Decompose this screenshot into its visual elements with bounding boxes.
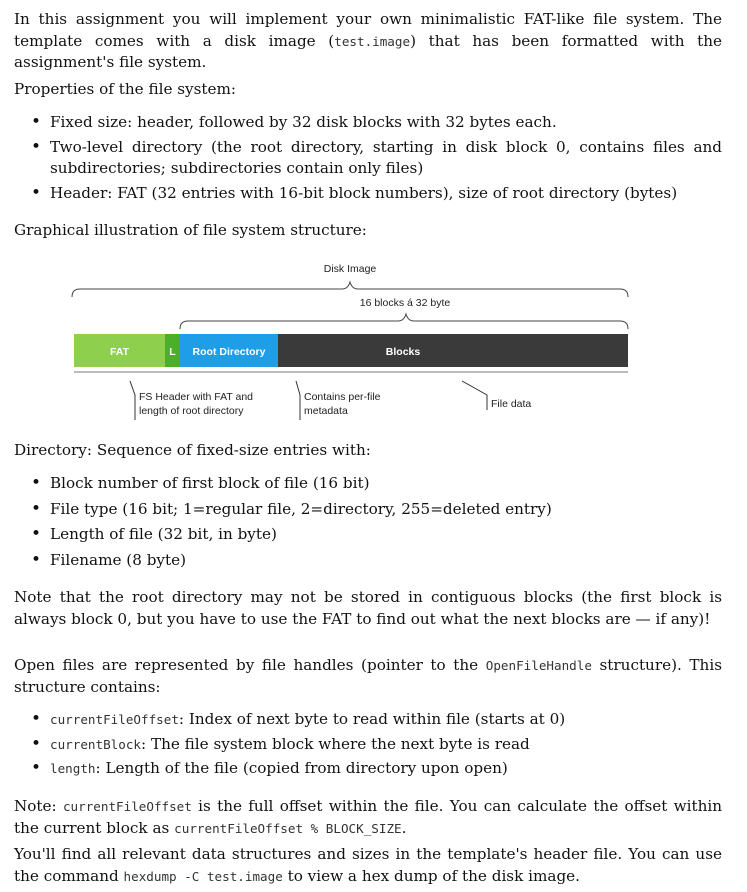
intro-code: test.image (334, 33, 411, 49)
properties-item-text: Fixed size: header, followed by 32 disk blocks with 32 bytes each. (50, 113, 557, 131)
properties-item-text: Two-level directory (the root directory, starting in disk block 0, contains files and subdirectories; subdirectories contain only files) (50, 137, 722, 177)
final-text-1: You'll find all relevant data structures and sizes in the template's header file. You can use the command (14, 845, 722, 885)
directory-item-text: Block number of first block of file (16 bit) (50, 474, 370, 492)
properties-item (14, 137, 722, 180)
handle-field-text: : The file system block where the next byte is read (141, 734, 530, 753)
intro-paragraph (14, 9, 722, 74)
intro-text-2: ) that has been formatted with the assignment's file system. (14, 31, 722, 71)
open-files-text-1: Open files are represented by file handles (pointer to the (14, 656, 486, 674)
directory-item-text: Length of file (32 bit, in byte) (50, 525, 277, 543)
offset-note-text-3: . (401, 818, 407, 837)
properties-heading: Properties of the file system: (14, 80, 237, 98)
root-directory-segment-label: Root Directory (192, 346, 266, 358)
directory-heading: Directory: Sequence of fixed-size entries with: (14, 441, 371, 459)
file-data-pointer (462, 381, 487, 410)
offset-note-text-1: Note: (14, 797, 63, 815)
blocks-size-label: 16 blocks á 32 byte (359, 297, 451, 309)
open-files-paragraph (14, 655, 722, 698)
blocks-segment-label: Blocks (385, 346, 421, 358)
open-file-handle-code: OpenFileHandle (485, 658, 592, 673)
offset-note-code-2: currentFileOffset % BLOCK_SIZE (174, 820, 402, 836)
offset-note-code-1: currentFileOffset (62, 799, 192, 814)
directory-list (14, 473, 722, 571)
directory-item-text: File type (16 bit; 1=regular file, 2=directory, 255=deleted entry) (50, 499, 552, 518)
root-directory-note: Note that the root directory may not be stored in contiguous blocks (the first block is always block 0, but you have to use the FAT to find out what the next blocks are — if any)! (14, 588, 722, 628)
offset-note-text-2: is the full offset within the file. You can calculate the offset within the current block as (14, 797, 723, 837)
directory-item (14, 550, 722, 572)
metadata-pointer (296, 381, 300, 420)
directory-item (14, 524, 722, 546)
final-text-2: to view a hex dump of the disk image. (282, 866, 580, 885)
blocks-brace (180, 314, 628, 329)
handle-field-item (14, 758, 722, 780)
directory-item-text: Filename (8 byte) (50, 550, 187, 569)
disk-image-brace (72, 282, 628, 297)
fat-segment-label: FAT (109, 346, 130, 358)
header-pointer (130, 381, 135, 420)
properties-item-text: Header: FAT (32 entries with 16-bit block numbers), size of root directory (bytes) (50, 183, 678, 202)
handle-field-code: length (50, 761, 96, 776)
metadata-annotation-2: metadata (304, 405, 348, 417)
properties-list (14, 112, 722, 204)
illustration-heading: Graphical illustration of file system structure: (14, 221, 367, 239)
handle-field-text: : Length of the file (copied from directory upon open) (95, 759, 508, 777)
final-paragraph (14, 844, 722, 887)
handle-fields-list (14, 709, 722, 780)
directory-item (14, 473, 722, 495)
handle-field-code: currentFileOffset (50, 712, 179, 727)
header-annotation-1: FS Header with FAT and (139, 391, 253, 403)
directory-item (14, 499, 722, 521)
hexdump-command-code: hexdump -C test.image (123, 868, 283, 884)
handle-field-text: : Index of next byte to read within file (starts at 0) (178, 710, 566, 728)
file-data-annotation: File data (491, 398, 532, 410)
open-files-text-2: structure). This structure contains: (14, 656, 722, 696)
properties-item (14, 112, 722, 134)
length-segment-label: L (169, 346, 176, 358)
handle-field-item (14, 734, 722, 756)
handle-field-item (14, 709, 722, 731)
handle-field-code: currentBlock (50, 736, 141, 752)
header-annotation-2: length of root directory (139, 405, 244, 417)
disk-image-label: Disk Image (323, 263, 377, 275)
offset-note (14, 796, 722, 839)
blocks-segment (278, 334, 628, 367)
metadata-annotation-1: Contains per-file (304, 391, 381, 403)
fs-structure-diagram (60, 257, 640, 432)
properties-item (14, 183, 722, 205)
intro-text-1: In this assignment you will implement your own minimalistic FAT-like file system. The template comes with a disk image ( (14, 10, 722, 50)
